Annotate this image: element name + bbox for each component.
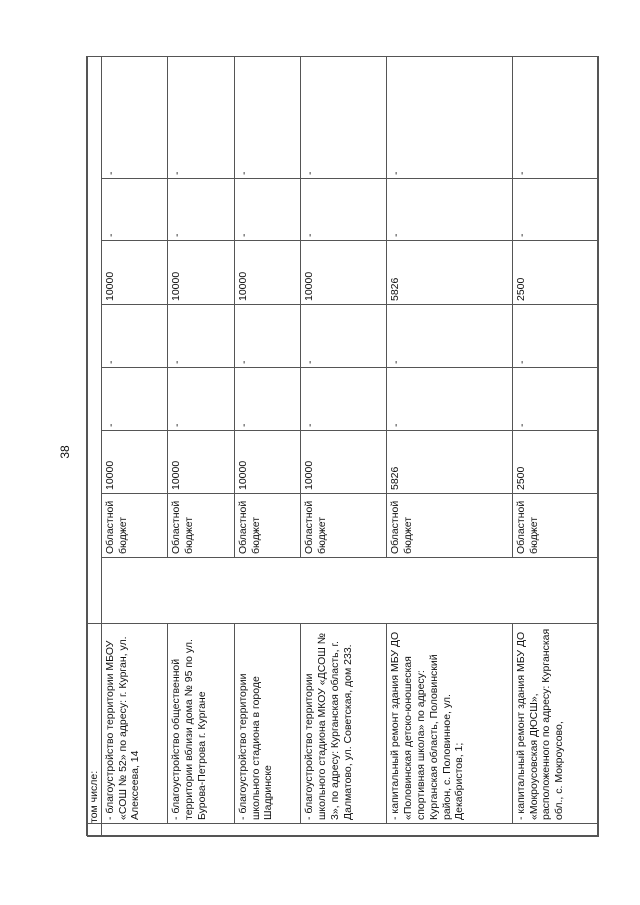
value-cell: - (387, 57, 512, 179)
table-top-strip (88, 57, 102, 837)
value-cell: - (387, 368, 512, 431)
value-cell: - (387, 179, 512, 241)
value-cell: - (101, 305, 168, 368)
value-cell: 10000 (101, 241, 168, 305)
row-name-cell: - благоустройство территории школьного стадиона в городе Шадринске (234, 624, 301, 824)
value-cell: - (168, 305, 235, 368)
source-cell: Областной бюджет (301, 494, 387, 558)
row-name-cell: - благоустройство территории школьного стадиона МКОУ «ДСОШ № 3», по адресу: Курганская область, г. Далматово, ул. Советская, дом 233. (301, 624, 387, 824)
value-cell: 2500 (512, 431, 598, 494)
value-cell: 10000 (301, 431, 387, 494)
value-cell: - (301, 57, 387, 179)
value-cell: - (168, 57, 235, 179)
left-column-cell (101, 824, 598, 837)
rotated-table-content (87, 57, 599, 837)
table-row (234, 57, 301, 837)
value-cell: - (101, 57, 168, 179)
blank-column-cell (101, 558, 598, 624)
table-row (387, 57, 512, 837)
value-cell: - (512, 57, 598, 179)
source-cell: Областной бюджет (234, 494, 301, 558)
value-cell: - (512, 368, 598, 431)
value-cell: 5826 (387, 431, 512, 494)
value-cell: - (387, 305, 512, 368)
table-row (101, 57, 168, 837)
source-cell: Областной бюджет (168, 494, 235, 558)
value-cell: - (168, 179, 235, 241)
value-cell: - (234, 179, 301, 241)
value-cell: - (234, 57, 301, 179)
header-text-cell: том числе: (88, 624, 102, 824)
value-cell: - (301, 368, 387, 431)
table-row (512, 57, 598, 837)
value-cell: 2500 (512, 241, 598, 305)
table-row (301, 57, 387, 837)
value-cell: 10000 (101, 431, 168, 494)
value-cell: 10000 (168, 431, 235, 494)
source-cell: Областной бюджет (101, 494, 168, 558)
value-cell: 10000 (301, 241, 387, 305)
value-cell: - (168, 368, 235, 431)
strip-cell (88, 824, 102, 837)
value-cell: 10000 (168, 241, 235, 305)
budget-table (86, 56, 598, 836)
table-row (168, 57, 235, 837)
value-cell: - (512, 179, 598, 241)
source-cell: Областной бюджет (387, 494, 512, 558)
value-cell: 10000 (234, 431, 301, 494)
value-cell: - (101, 179, 168, 241)
row-name-cell: - благоустройство территории МБОУ «СОШ № 52» по адресу: г. Курган, ул. Алексеева, 14 (101, 624, 168, 824)
rotated-table (87, 56, 599, 837)
strip-cell (88, 57, 102, 624)
row-name-cell: - капитальный ремонт здания МБУ ДО «Мокроусовская ДЮСШ», расположенного по адресу: Курганская обл., с. Мокроусово, (512, 624, 598, 824)
row-name-cell: - благоустройство общественной территории вблизи дома № 95 по ул. Бурова-Петрова г. Кургане (168, 624, 235, 824)
page-number: 38 (58, 445, 72, 459)
value-cell: - (301, 179, 387, 241)
source-cell: Областной бюджет (512, 494, 598, 558)
value-cell: - (101, 368, 168, 431)
value-cell: - (512, 305, 598, 368)
value-cell: 5826 (387, 241, 512, 305)
value-cell: - (234, 368, 301, 431)
value-cell: - (234, 305, 301, 368)
value-cell: - (301, 305, 387, 368)
value-cell: 10000 (234, 241, 301, 305)
row-name-cell: - капитальный ремонт здания МБУ ДО «Половинская детско-юношеская спортивная школа» по адресу: Курганская область, Половинский район, с. Половинное, ул. Декабристов, 1; (387, 624, 512, 824)
